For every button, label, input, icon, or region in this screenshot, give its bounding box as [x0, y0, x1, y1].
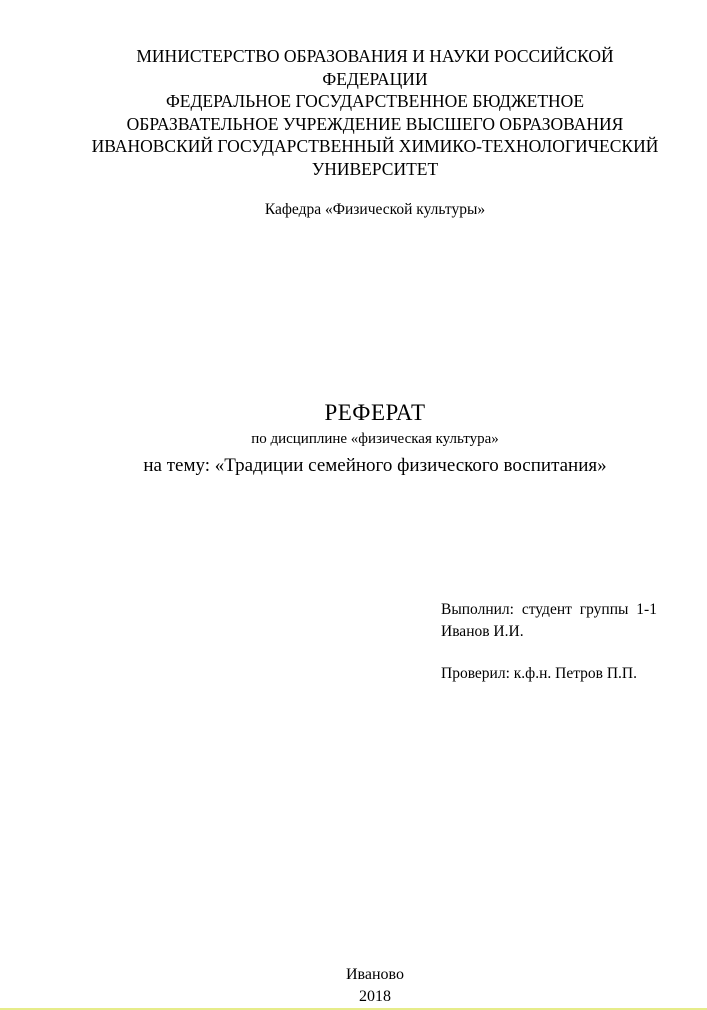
header-line-3: ФЕДЕРАЛЬНОЕ ГОСУДАРСТВЕННОЕ БЮДЖЕТНОЕ — [165, 91, 585, 111]
header-line-2: ФЕДЕРАЦИИ — [322, 68, 428, 89]
header-line-4: ОБРАЗВАТЕЛЬНОЕ УЧРЕЖДЕНИЕ ВЫСШЕГО ОБРАЗОВАНИЯ — [126, 113, 624, 134]
signature-block — [441, 599, 657, 685]
checked-by: Проверил: к.ф.н. Петров П.П. — [441, 665, 637, 682]
institution-header — [40, 45, 707, 180]
topic-line: на тему: «Традиции семейного физического воспитания» — [143, 455, 607, 476]
footer — [40, 964, 707, 1008]
discipline-line: по дисциплине «физическая культура» — [251, 431, 499, 447]
document-title: РЕФЕРАТ — [324, 400, 426, 425]
footer-city: Иваново — [345, 966, 404, 983]
signature-spacer — [441, 643, 657, 663]
header-line-1: МИНИСТЕРСТВО ОБРАЗОВАНИЯ И НАУКИ РОССИЙСКОЙ — [136, 46, 614, 66]
performed-by: Выполнил: студент группы 1-1 — [441, 601, 657, 618]
student-name: Иванов И.И. — [441, 623, 524, 640]
footer-year: 2018 — [359, 988, 391, 1005]
department-name: Кафедра «Физической культуры» — [264, 201, 486, 218]
header-line-6: УНИВЕРСИТЕТ — [311, 158, 439, 179]
header-line-5: ИВАНОВСКИЙ ГОСУДАРСТВЕННЫЙ ХИМИКО-ТЕХНОЛОГИЧЕСКИЙ — [91, 136, 659, 156]
